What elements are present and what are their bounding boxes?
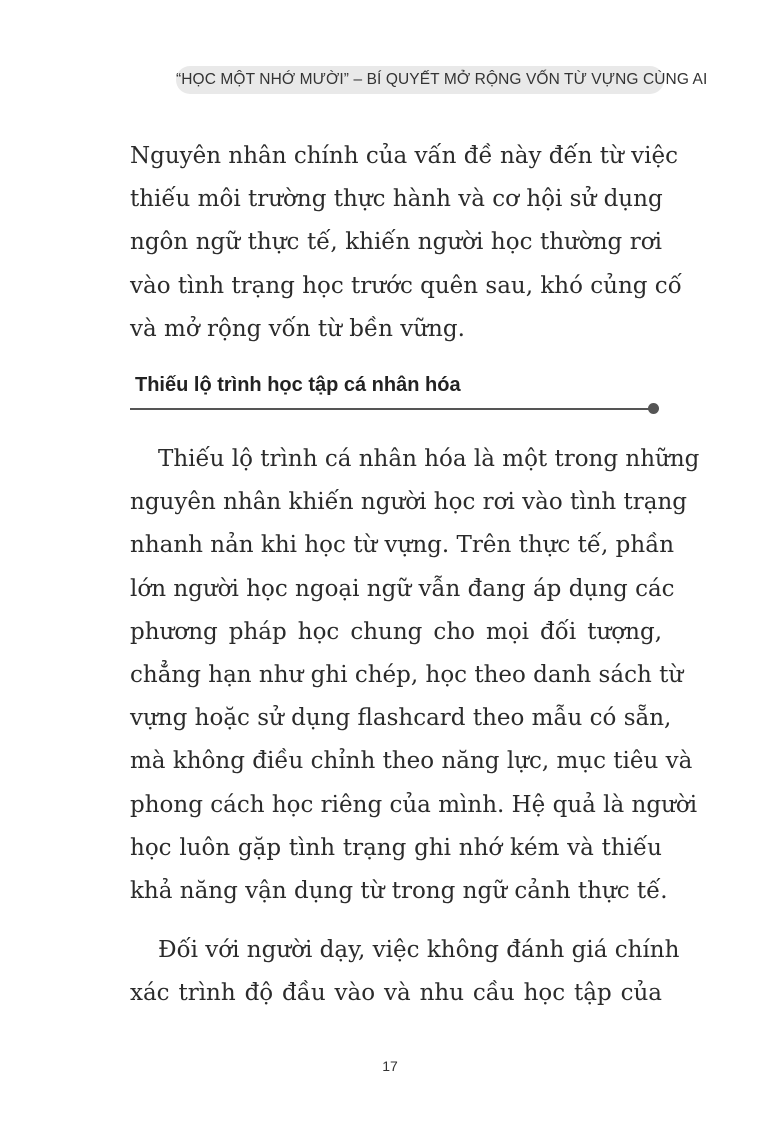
paragraph-2 — [130, 438, 700, 913]
page-number: 17 — [382, 1058, 398, 1074]
text-line: phong cách học riêng của mình. Hệ quả là người — [130, 791, 698, 818]
text-line: lớn người học ngoại ngữ vẫn đang áp dụng các — [130, 575, 675, 602]
running-header: “HỌC MỘT NHỚ MƯỜI” – BÍ QUYẾT MỞ RỘNG VỐN TỪ VỰNG CÙNG AI — [176, 66, 664, 94]
text-line: khả năng vận dụng từ trong ngữ cảnh thực tế. — [130, 877, 668, 904]
text-line: Nguyên nhân chính của vấn đề này đến từ việc — [130, 143, 678, 169]
text-line: vựng hoặc sử dụng flashcard theo mẫu có sẵn, — [130, 705, 672, 732]
text-line: thiếu môi trường thực hành và cơ hội sử dụng — [130, 186, 663, 213]
text-line: xác trình độ đầu vào và nhu cầu học tập của — [130, 980, 662, 1007]
text-line: phương pháp học chung cho mọi đối tượng, — [130, 618, 662, 645]
text-line: và mở rộng vốn từ bền vững. — [130, 315, 465, 342]
rule-end-dot — [648, 403, 659, 414]
text-line: chẳng hạn như ghi chép, học theo danh sách từ — [130, 661, 684, 688]
text-line: nguyên nhân khiến người học rơi vào tình trạng — [130, 489, 688, 516]
text-line: vào tình trạng học trước quên sau, khó củng cố — [130, 272, 682, 299]
text-line: ngôn ngữ thực tế, khiến người học thường rơi — [130, 229, 662, 256]
paragraph-1 — [130, 135, 682, 351]
heading-rule — [130, 408, 653, 410]
text-line: Thiếu lộ trình cá nhân hóa là một trong những — [158, 446, 700, 472]
text-line: Đối với người dạy, việc không đánh giá chính — [158, 937, 680, 963]
text-line: mà không điều chỉnh theo năng lực, mục tiêu và — [130, 748, 693, 775]
section-heading: Thiếu lộ trình học tập cá nhân hóa — [135, 374, 461, 396]
text-line: nhanh nản khi học từ vựng. Trên thực tế, phần — [130, 532, 675, 559]
text-line: học luôn gặp tình trạng ghi nhớ kém và thiếu — [130, 834, 662, 861]
paragraph-3 — [130, 929, 680, 1015]
